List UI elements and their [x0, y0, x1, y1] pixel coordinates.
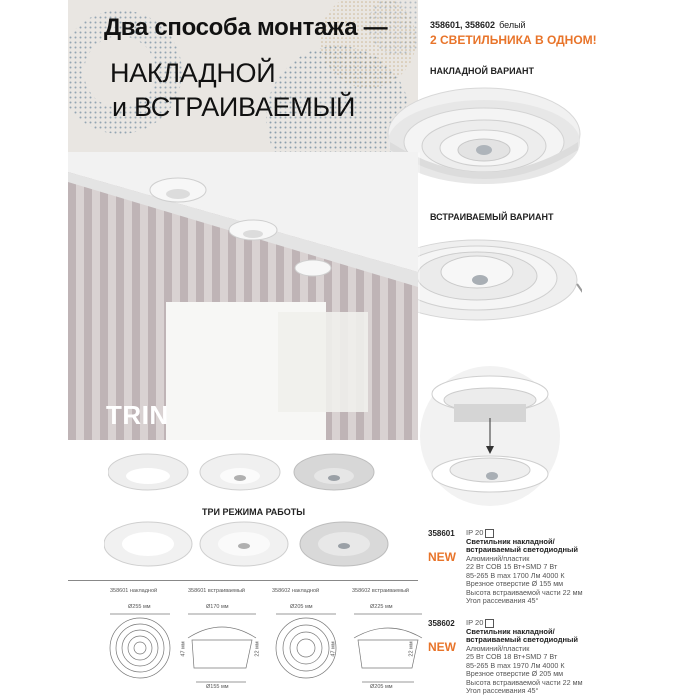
title-line-2: НАКЛАДНОЙ — [110, 58, 276, 88]
product-2-sku: 358602 — [428, 619, 455, 628]
product-1-ip-text: IP 20 — [466, 528, 484, 537]
color-text: белый — [499, 20, 526, 30]
page-title: Два способа монтажа — — [104, 14, 388, 41]
dim-side-2: 22 мм — [254, 641, 261, 657]
dim-bottom-4: Ø205 мм — [370, 684, 393, 690]
product-1-sku: 358601 — [428, 529, 455, 538]
product-2-name-2: встраиваемый светодиодный — [466, 635, 579, 645]
drawing-caption-1: 358601 накладной — [110, 588, 158, 594]
product-1-info — [466, 528, 583, 606]
room-illustration — [68, 152, 418, 440]
product-1-line: Высота встраиваемой части 22 мм — [466, 587, 583, 597]
dim-top-3: Ø205 мм — [290, 604, 313, 610]
room-photo — [68, 152, 418, 440]
drawing-caption-2: 358601 встраиваемый — [188, 588, 245, 594]
drawing-caption-4: 358602 встраиваемый — [352, 588, 409, 594]
dim-side-4: 22 мм — [408, 641, 415, 657]
modes-label: ТРИ РЕЖИМА РАБОТЫ — [202, 507, 306, 517]
product-2-line: 25 Вт COB 18 Вт+SMD 7 Вт — [466, 652, 558, 662]
dim-top-1: Ø255 мм — [128, 604, 151, 610]
product-1-line: Угол рассеивания 45° — [466, 596, 539, 606]
mounting-diagram — [420, 352, 560, 520]
surface-variant-label: НАКЛАДНОЙ ВАРИАНТ — [430, 66, 535, 76]
product-2-line: Врезное отверстие Ø 205 мм — [466, 669, 564, 679]
drawings-divider — [68, 580, 418, 581]
dim-top-2: Ø170 мм — [206, 604, 229, 610]
product-2-line: Высота встраиваемой части 22 мм — [466, 677, 583, 687]
promo-text: 2 СВЕТИЛЬНИКА В ОДНОМ! — [430, 33, 597, 47]
product-1-name-2: встраиваемый светодиодный — [466, 545, 579, 555]
modes-row-1 — [108, 448, 388, 502]
product-1-line: 85-265 В max 1700 Лм 4000 К — [466, 570, 565, 580]
product-1-line: 22 Вт COB 15 Вт+SMD 7 Вт — [466, 562, 558, 572]
product-2-line: 85-265 В max 1970 Лм 4000 К — [466, 660, 565, 670]
product-2-line: Угол рассеивания 45° — [466, 686, 539, 696]
product-1-line: Врезное отверстие Ø 155 мм — [466, 579, 564, 589]
sku-codes-text: 358601, 358602 — [430, 20, 496, 30]
product-2-info — [466, 618, 583, 696]
product-2-line: Алюминий/пластик — [466, 643, 530, 653]
drawing-caption-3: 358602 накладной — [272, 588, 320, 594]
modes-row-2 — [104, 518, 394, 574]
dim-bottom-2: Ø155 мм — [206, 684, 229, 690]
dim-side-3: 47 мм — [330, 641, 337, 657]
product-1-name-1: Светильник накладной/ — [466, 536, 555, 546]
product-1-line: Алюминий/пластик — [466, 553, 530, 563]
title-line-3: и ВСТРАИВАЕМЫЙ — [112, 92, 356, 122]
dim-top-4: Ø225 мм — [370, 604, 393, 610]
product-2-name-1: Светильник накладной/ — [466, 626, 555, 636]
recessed-variant-label: ВСТРАИВАЕМЫЙ ВАРИАНТ — [430, 212, 554, 222]
product-2-ip-text: IP 20 — [466, 618, 484, 627]
dim-side-1: 47 мм — [180, 641, 187, 657]
product-2-new-badge: NEW — [428, 640, 456, 654]
brand-label: TRIN — [106, 400, 169, 430]
product-1-new-badge: NEW — [428, 550, 456, 564]
sku-codes — [430, 20, 526, 30]
